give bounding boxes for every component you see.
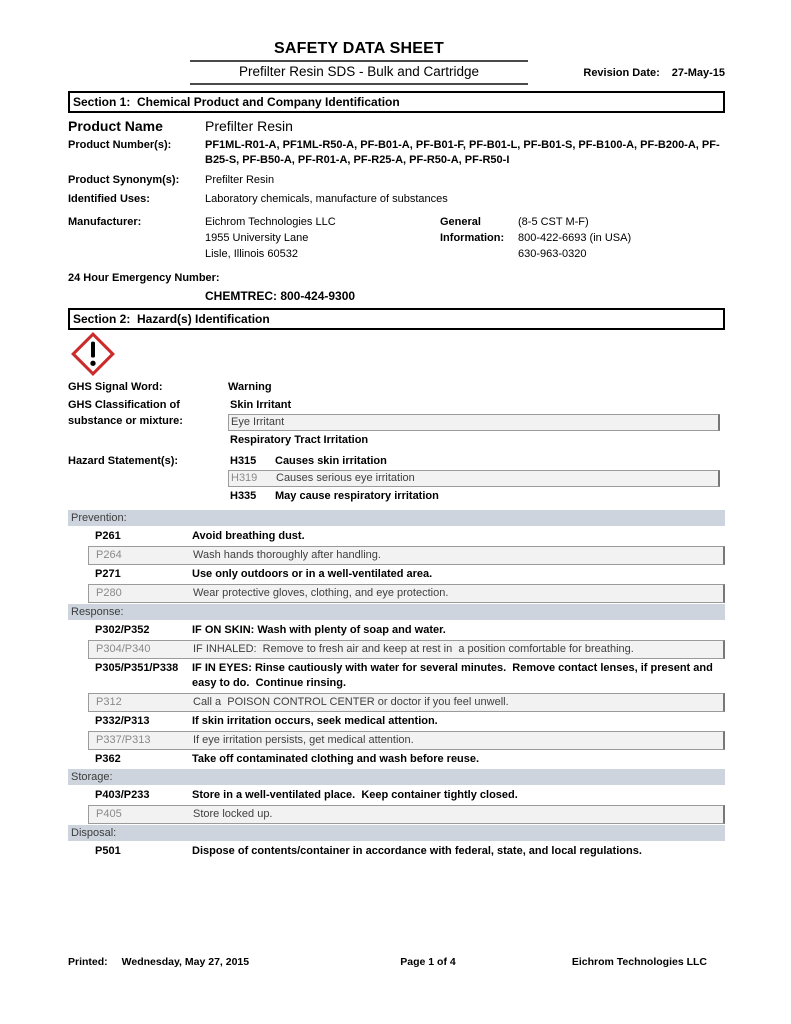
precaution-code: P271 [95, 568, 121, 580]
precaution-text: Store locked up. [193, 808, 273, 820]
hazard-text: Causes skin irritation [275, 455, 387, 467]
precaution-text: Take off contaminated clothing and wash before reuse. [192, 753, 480, 765]
manufacturer-address [205, 214, 440, 262]
precaution-code: P362 [95, 753, 121, 765]
precaution-category-band: Storage: [68, 769, 725, 785]
precaution-row [68, 566, 725, 583]
classification-row: Respiratory Tract Irritation [230, 434, 369, 446]
product-name-label: Product Name [68, 118, 163, 134]
document-title: SAFETY DATA SHEET [274, 40, 444, 57]
hazard-code: H315 [230, 455, 257, 467]
hazard-statements-values [228, 453, 720, 504]
product-name-value: Prefilter Resin [205, 118, 293, 134]
hazard-code: H335 [230, 490, 257, 502]
precaution-category-band: Prevention: [68, 510, 725, 526]
document-subtitle: Prefilter Resin SDS - Bulk and Cartridge [238, 64, 480, 79]
hazard-statement-row [228, 453, 720, 469]
signal-word-row [68, 379, 725, 395]
page-footer [68, 956, 725, 969]
ghs-exclamation-pictogram-icon [71, 332, 115, 376]
product-numbers-value: PF1ML-R01-A, PF1ML-R50-A, PF-B01-A, PF-B01-F, PF-B01-L, PF-B01-S, PF-B100-A, PF-B200-A, PF-B25-S, PF-B50-A, PF-R01-A, PF-R25-A, PF-R50-A, PF-R50-I [205, 139, 720, 166]
precaution-code: P405 [96, 808, 122, 820]
precaution-row [68, 787, 725, 804]
precaution-text: Dispose of contents/container in accordance with federal, state, and local regulations. [192, 845, 642, 857]
general-info-phone1: 800-422-6693 (in USA) [518, 232, 632, 244]
general-info-label-line1: General [440, 216, 481, 228]
section2-heading: Section 2: Hazard(s) Identification [68, 308, 725, 330]
general-info-phone2: 630-963-0320 [518, 248, 587, 260]
page-number: Page 1 of 4 [400, 956, 456, 968]
manufacturer-address-line1: 1955 University Lane [205, 232, 309, 244]
manufacturer-address-line2: Lisle, Illinois 60532 [205, 248, 298, 260]
precaution-row [68, 843, 725, 860]
precaution-row [68, 751, 725, 768]
hazard-statements-block [68, 453, 725, 504]
general-info-label-line2: Information: [440, 232, 505, 244]
classification-values [228, 397, 720, 448]
precaution-row [88, 584, 725, 603]
precaution-code: P261 [95, 530, 121, 542]
hazard-statement-row [228, 470, 720, 487]
general-info-values [518, 214, 725, 262]
emergency-number-label: 24 Hour Emergency Number: [68, 272, 220, 284]
precaution-row [68, 528, 725, 545]
hazard-text: May cause respiratory irritation [275, 490, 439, 502]
hazard-code: H319 [231, 472, 258, 484]
precaution-code: P305/P351/P338 [95, 662, 179, 674]
precaution-text: Call a POISON CONTROL CENTER or doctor if you feel unwell. [193, 696, 509, 708]
product-synonym-label: Product Synonym(s): [68, 174, 180, 186]
precaution-row [88, 731, 725, 750]
precaution-code: P337/P313 [96, 734, 151, 746]
classification-block [68, 397, 725, 448]
title-block [190, 40, 528, 85]
manufacturer-block [68, 214, 725, 262]
ghs-pictogram-wrap [71, 332, 725, 376]
section1-heading: Section 1: Chemical Product and Company Identification [68, 91, 725, 113]
printed-info [68, 956, 368, 969]
precaution-text: If skin irritation occurs, seek medical attention. [192, 715, 438, 727]
classification-label-line2: substance or mixture: [68, 415, 183, 427]
printed-label: Printed: [68, 956, 108, 968]
precaution-code: P403/P233 [95, 789, 150, 801]
precaution-code: P264 [96, 549, 122, 561]
revision-date-label: Revision Date: [583, 67, 660, 79]
classification-row: Eye Irritant [228, 414, 720, 431]
identified-uses-value: Laboratory chemicals, manufacture of substances [205, 193, 448, 205]
classification-label-line1: GHS Classification of [68, 399, 180, 411]
subtitle-rule [190, 83, 528, 85]
signal-word-label: GHS Signal Word: [68, 381, 163, 393]
manufacturer-label: Manufacturer: [68, 216, 142, 228]
precaution-row [88, 546, 725, 565]
manufacturer-name: Eichrom Technologies LLC [205, 216, 336, 228]
precaution-code: P501 [95, 845, 121, 857]
precaution-row [68, 660, 725, 692]
precaution-text: Avoid breathing dust. [192, 530, 305, 542]
general-info-hours: (8-5 CST M-F) [518, 216, 589, 228]
precaution-text: Use only outdoors or in a well-ventilated area. [192, 568, 433, 580]
emergency-number-value: CHEMTREC: 800-424-9300 [205, 289, 356, 303]
precaution-row [88, 805, 725, 824]
precaution-code: P280 [96, 587, 122, 599]
precaution-category-band: Response: [68, 604, 725, 620]
hazard-statement-row [228, 488, 720, 504]
footer-company: Eichrom Technologies LLC [571, 956, 707, 968]
product-synonym-row [68, 173, 725, 188]
precaution-code: P302/P352 [95, 624, 150, 636]
revision-date [583, 67, 725, 79]
printed-date: Wednesday, May 27, 2015 [121, 956, 250, 968]
hazard-statements-label: Hazard Statement(s): [68, 455, 179, 467]
precaution-text: Store in a well-ventilated place. Keep container tightly closed. [192, 789, 518, 801]
precaution-category-band: Disposal: [68, 825, 725, 841]
precaution-row [88, 693, 725, 712]
precaution-text: If eye irritation persists, get medical attention. [193, 734, 414, 746]
signal-word-value: Warning [228, 381, 272, 393]
revision-date-value: 27-May-15 [671, 67, 725, 79]
precaution-row [68, 713, 725, 730]
page-content [68, 0, 725, 860]
precaution-table [68, 510, 725, 860]
precaution-text: IF INHALED: Remove to fresh air and keep at rest in a position comfortable for breathing. [193, 643, 634, 655]
precaution-text: IF ON SKIN: Wash with plenty of soap and water. [192, 624, 446, 636]
identified-uses-label: Identified Uses: [68, 193, 150, 205]
hazard-text: Causes serious eye irritation [276, 472, 415, 484]
precaution-text: Wear protective gloves, clothing, and eye protection. [193, 587, 449, 599]
precaution-code: P312 [96, 696, 122, 708]
classification-label [68, 397, 228, 448]
precaution-code: P304/P340 [96, 643, 151, 655]
identified-uses-row [68, 192, 725, 207]
document-header [68, 40, 725, 86]
precaution-row [68, 622, 725, 639]
product-synonym-value: Prefilter Resin [205, 174, 275, 186]
precaution-text: IF IN EYES: Rinse cautiously with water for several minutes. Remove contact lenses, if present and easy to do. Continue rinsing. [192, 662, 716, 689]
product-name-row [68, 118, 725, 135]
classification-row: Skin Irritant [230, 399, 292, 411]
general-info-label [440, 214, 518, 262]
product-numbers-row [68, 138, 725, 168]
product-numbers-label: Product Number(s): [68, 139, 172, 151]
precaution-row [88, 640, 725, 659]
precaution-text: Wash hands thoroughly after handling. [193, 549, 381, 561]
precaution-code: P332/P313 [95, 715, 150, 727]
